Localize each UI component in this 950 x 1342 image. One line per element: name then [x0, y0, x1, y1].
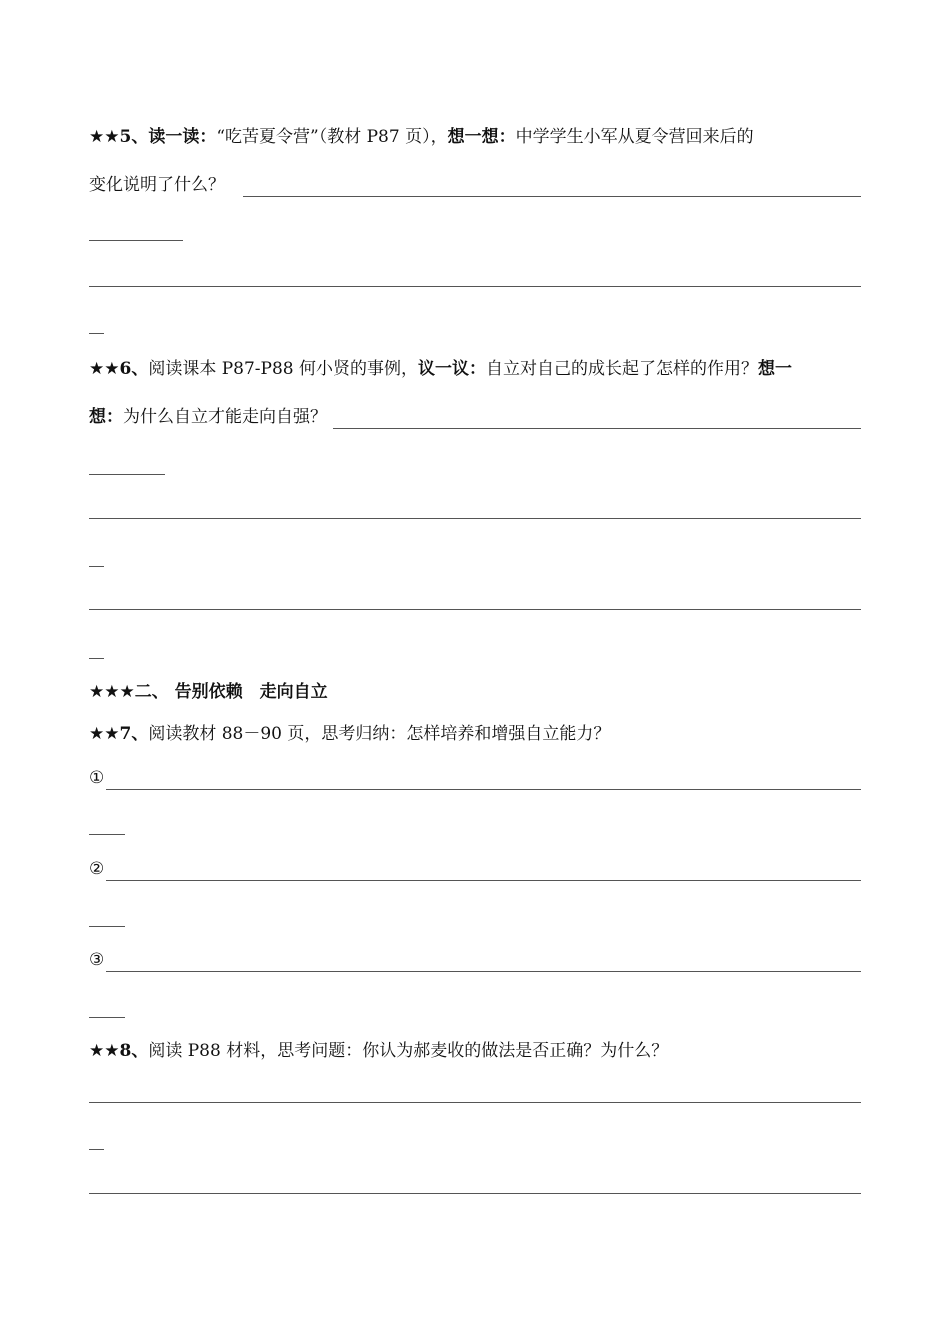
answer-item-2 [89, 857, 861, 881]
star-rating-icon: ★★ [89, 359, 120, 379]
read-label: 读一读： [148, 127, 217, 147]
answer-blank[interactable] [333, 412, 861, 429]
star-rating-icon: ★★ [89, 724, 120, 744]
answer-line[interactable] [89, 518, 861, 519]
answer-blank-tail[interactable] [89, 658, 104, 659]
star-rating-icon: ★★ [89, 127, 120, 147]
item-marker: ③ [89, 950, 105, 970]
answer-blank[interactable] [106, 773, 861, 790]
answer-blank[interactable] [106, 864, 861, 881]
star-rating-icon: ★★ [89, 1041, 120, 1061]
question-number: 6、 [119, 359, 149, 379]
question-5-line-2 [89, 173, 861, 197]
question-text: 阅读 P88 材料，思考问题：你认为郝麦收的做法是否正确？为什么？ [148, 1041, 669, 1061]
question-7-line [89, 722, 861, 746]
question-5-line-1 [89, 125, 861, 149]
answer-blank[interactable] [243, 180, 861, 197]
discuss-label: 议一议： [418, 359, 487, 379]
answer-blank-tail[interactable] [89, 926, 125, 927]
answer-line[interactable] [89, 286, 861, 287]
answer-line[interactable] [89, 1102, 861, 1103]
question-number: 8、 [119, 1041, 149, 1061]
answer-blank[interactable] [106, 955, 861, 972]
item-marker: ② [89, 859, 105, 879]
question-text: 中学学生小军从夏令营回来后的 [515, 127, 754, 147]
question-8-line [89, 1039, 861, 1063]
section-2-heading [89, 680, 861, 704]
question-6-line-1 [89, 357, 861, 381]
item-marker: ① [89, 768, 105, 788]
question-text: 变化说明了什么？ [89, 175, 225, 195]
answer-blank-tail[interactable] [89, 834, 125, 835]
question-6-line-2 [89, 405, 861, 429]
question-number: 5、 [119, 127, 149, 147]
answer-blank-tail[interactable] [89, 474, 165, 475]
answer-blank-tail[interactable] [89, 333, 104, 334]
answer-item-1 [89, 766, 861, 790]
star-rating-icon: ★★★ [89, 682, 135, 702]
answer-item-3 [89, 948, 861, 972]
question-text: 阅读课本 P87-P88 何小贤的事例， [148, 359, 419, 379]
answer-blank-tail[interactable] [89, 566, 104, 567]
answer-line[interactable] [89, 1193, 861, 1194]
question-text: 自立对自己的成长起了怎样的作用？ [486, 359, 759, 379]
think-label: 想一 [758, 359, 793, 379]
answer-line[interactable] [89, 609, 861, 610]
question-text: 阅读教材 88－90 页，思考归纳：怎样培养和增强自立能力？ [148, 724, 611, 744]
answer-blank-tail[interactable] [89, 1149, 104, 1150]
answer-blank-tail[interactable] [89, 1017, 125, 1018]
think-label: 想： [89, 407, 123, 427]
question-text: 为什么自立才能走向自强？ [123, 407, 327, 427]
answer-blank-tail[interactable] [89, 240, 183, 241]
section-title: 二、 告别依赖 走向自立 [134, 682, 328, 702]
think-label: 想一想： [447, 127, 516, 147]
question-number: 7、 [119, 724, 149, 744]
question-text: “吃苦夏令营”（教材 P87 页）， [216, 127, 448, 147]
